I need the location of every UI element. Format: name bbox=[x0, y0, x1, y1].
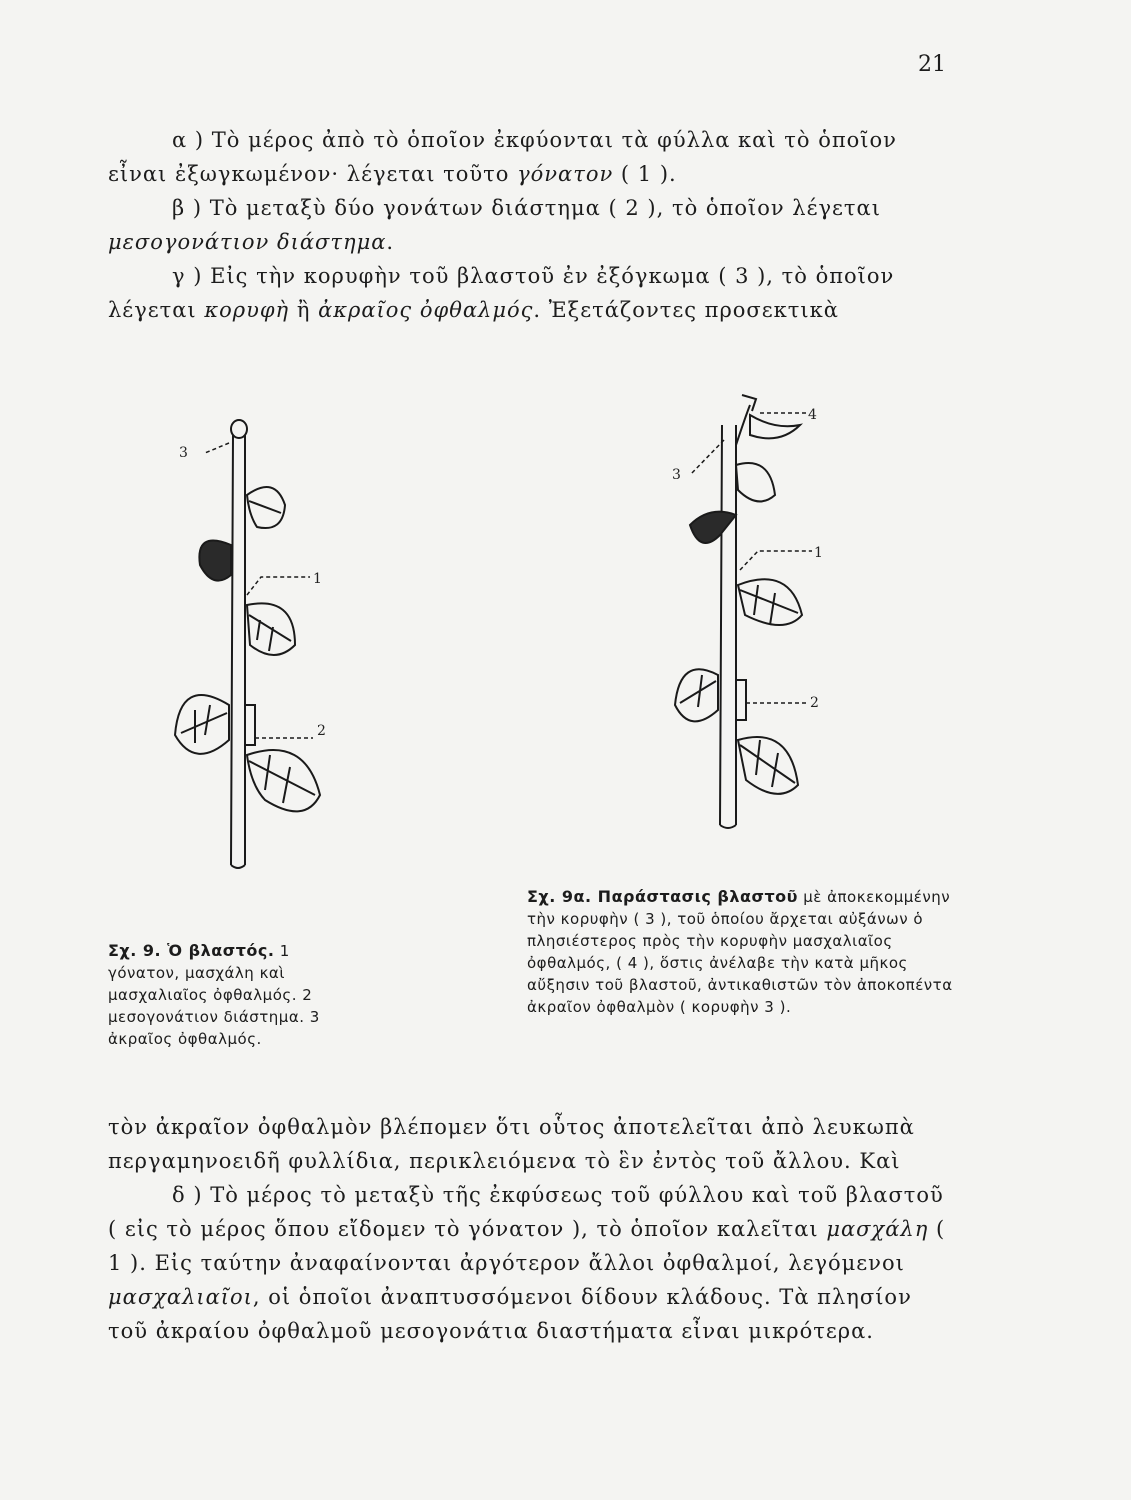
top-paragraph bbox=[108, 191, 948, 259]
emphasized-term: ἀκραῖος ὀφθαλμός bbox=[318, 298, 534, 322]
figure-9-shoot-illustration bbox=[165, 405, 370, 875]
figure-9a-caption-text: μὲ ἀποκεκομμένην τὴν κορυφὴν ( 3 ), τοῦ ὁποίου ἄρχεται αὐξάνων ὁ πλησιέστερος πρὸς τὴν κορυφὴν μασχαλιαῖος ὀφθαλμός, ( 4 ), ὅστις ἀνέλαβε τὴν κατὰ μῆκος αὔξησιν τοῦ βλαστοῦ, ἀντικαθιστῶν τὸν ἀποκοπέντα ἀκραῖον ὀφθαλμὸν ( κορυφὴν 3 ). bbox=[527, 888, 953, 1016]
paragraph-text: Τὸ μεταξὺ δύο γονάτων διάστημα ( 2 ), τὸ ὁποῖον λέγεται bbox=[202, 196, 881, 220]
top-paragraph bbox=[108, 259, 948, 327]
paragraph-text: ( 1 ). bbox=[613, 162, 677, 186]
emphasized-term: μεσογονάτιον διάστημα bbox=[108, 230, 387, 254]
figure-9a-caption-title: Σχ. 9α. Παράστασις βλαστοῦ bbox=[527, 887, 798, 906]
figure-9a-shoot-illustration bbox=[650, 385, 860, 835]
emphasized-term: κορυφὴ bbox=[204, 298, 290, 322]
figure-9a-label-1: 1 bbox=[814, 545, 823, 561]
emphasized-term: μασχαλιαῖοι bbox=[108, 1285, 253, 1309]
figure-9a-label-2: 2 bbox=[810, 695, 819, 711]
top-text-block bbox=[108, 123, 948, 327]
figure-9-label-1: 1 bbox=[313, 571, 322, 587]
figure-9a-caption bbox=[527, 886, 957, 1018]
bottom-paragraph bbox=[108, 1178, 948, 1348]
paragraph-text: Εἰς τὴν κορυφὴν τοῦ βλαστοῦ ἐν ἐξόγκωμα ( 3 ), τὸ ὁποῖον λέγεται bbox=[108, 264, 895, 322]
figure-9-label-3: 3 bbox=[179, 445, 188, 461]
paragraph-text: Τὸ μέρος ἀπὸ τὸ ὁποῖον ἐκφύονται τὰ φύλλα καὶ τὸ ὁποῖον εἶναι ἐξωγκωμένον· λέγεται τοῦτο bbox=[108, 128, 897, 186]
paragraph-text: τὸν ἀκραῖον ὀφθαλμὸν βλέπομεν ὅτι οὗτος ἀποτελεῖται ἀπὸ λευκωπὰ περγαμηνοειδῆ φυλλίδια, περικλειόμενα τὸ ἓν ἐντὸς τοῦ ἄλλου. Καὶ bbox=[108, 1115, 915, 1173]
bottom-text-block bbox=[108, 1110, 948, 1348]
emphasized-term: μασχάλη bbox=[826, 1217, 929, 1241]
paragraph-text: ἢ bbox=[289, 298, 319, 322]
figure-9a-label-3: 3 bbox=[672, 467, 681, 483]
figure-9-caption bbox=[108, 940, 358, 1050]
paragraph-label: β ) bbox=[172, 196, 203, 220]
paragraph-text: Τὸ μέρος τὸ μεταξὺ τῆς ἐκφύσεως τοῦ φύλλου καὶ τοῦ βλαστοῦ ( εἰς τὸ μέρος ὅπου εἴδομεν τὸ γόνατον ), τὸ ὁποῖον καλεῖται bbox=[108, 1183, 944, 1241]
paragraph-text: , οἱ ὁποῖοι ἀναπτυσσόμενοι δίδουν κλάδους. Τὰ πλησίον τοῦ ἀκραίου ὀφθαλμοῦ μεσογονάτια διαστήματα εἶναι μικρότερα. bbox=[108, 1285, 912, 1343]
page-number: 21 bbox=[918, 52, 946, 77]
paragraph-text: ( 1 ). Εἰς ταύτην ἀναφαίνονται ἀργότερον ἄλλοι ὀφθαλμοί, λεγόμενοι bbox=[108, 1217, 946, 1275]
figure-9-label-2: 2 bbox=[317, 723, 326, 739]
paragraph-text: . Ἐξετάζοντες προσεκτικὰ bbox=[533, 298, 839, 322]
top-paragraph bbox=[108, 123, 948, 191]
paragraph-text: . bbox=[386, 230, 395, 254]
figure-9-caption-text: 1 γόνατον, μασχάλη καὶ μασχαλιαῖος ὀφθαλμός. 2 μεσογονάτιον διάστημα. 3 ἀκραῖος ὀφθαλμός. bbox=[108, 942, 320, 1048]
paragraph-label: δ ) bbox=[172, 1183, 203, 1207]
figure-9a-label-4: 4 bbox=[808, 407, 817, 423]
figure-9-caption-title: Σχ. 9. Ὁ βλαστός. bbox=[108, 941, 275, 960]
paragraph-label: γ ) bbox=[172, 264, 203, 288]
paragraph-label: α ) bbox=[172, 128, 205, 152]
bottom-paragraph bbox=[108, 1110, 948, 1178]
emphasized-term: γόνατον bbox=[517, 162, 614, 186]
